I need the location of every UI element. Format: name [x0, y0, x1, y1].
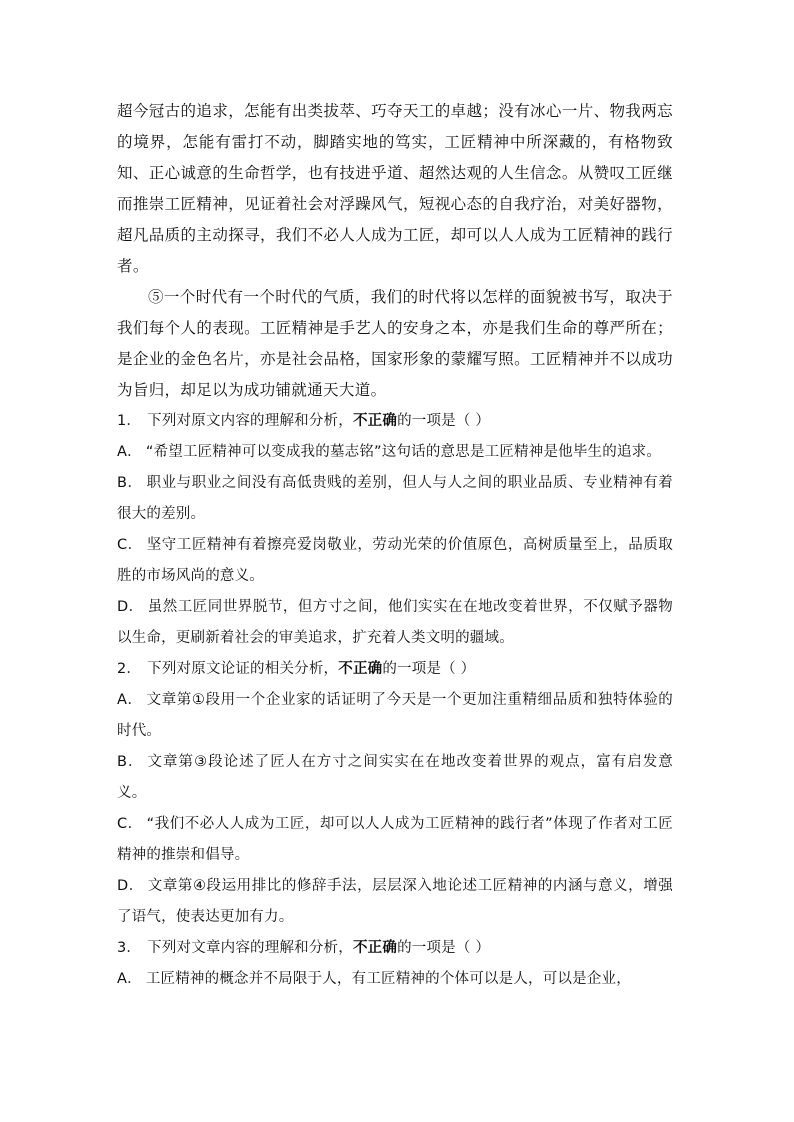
question-2-option-a: [117, 685, 673, 747]
question-2-option-c: [117, 809, 673, 871]
question-1-stem: [117, 406, 673, 437]
option-text: 文章第④段运用排比的修辞手法，层层深入地论述工匠精神的内涵与意义，增强了语气，使表达更加有力。: [117, 878, 673, 925]
option-text: 文章第③段论述了匠人在方寸之间实实在在地改变着世界的观点，富有启发意义。: [117, 754, 673, 801]
option-text: “希望工匠精神可以变成我的墓志铭”这句话的意思是工匠精神是他毕生的追求。: [145, 444, 662, 460]
option-letter: D．: [117, 599, 144, 615]
option-text: 文章第①段用一个企业家的话证明了今天是一个更加注重精细品质和独特体验的时代。: [117, 692, 673, 739]
question-3-option-a: [117, 964, 673, 995]
document-page: [117, 96, 673, 995]
question-text: 下列对文章内容的理解和分析，: [147, 940, 353, 956]
option-text: 坚守工匠精神有着擦亮爱岗敬业，劳动光荣的价值原色，高树质量至上，品质取胜的市场风尚的意义。: [117, 537, 673, 584]
question-1-option-d: [117, 592, 673, 654]
option-letter: A．: [117, 692, 143, 708]
question-1-option-c: [117, 530, 673, 592]
passage-paragraph-5: ⑤一个时代有一个时代的气质，我们的时代将以怎样的面貌被书写，取决于我们每个人的表现。工匠精神是手艺人的安身之本，亦是我们生命的尊严所在；是企业的金色名片，亦是社会品格，国家形象的蒙耀写照。工匠精神并不以成功为旨归，却足以为成功铺就通天大道。: [117, 288, 673, 399]
question-2-option-b: [117, 747, 673, 809]
option-text: 职业与职业之间没有高低贵贱的差别，但人与人之间的职业品质、专业精神有着很大的差别。: [117, 475, 673, 522]
question-emphasis: 不正确: [338, 661, 383, 677]
option-letter: B．: [117, 475, 143, 491]
option-letter: A．: [117, 971, 142, 987]
question-3-stem: [117, 933, 673, 964]
question-text-end: 的一项是（ ）: [397, 940, 491, 956]
question-number: 1．: [117, 413, 142, 429]
option-text: 工匠精神的概念并不局限于人，有工匠精神的个体可以是人，可以是企业，: [145, 971, 631, 987]
option-letter: B．: [117, 754, 144, 770]
question-text-end: 的一项是（ ）: [397, 413, 491, 429]
option-letter: C．: [117, 537, 143, 553]
question-emphasis: 不正确: [352, 413, 398, 429]
question-number: 2．: [117, 661, 142, 677]
question-number: 3．: [117, 940, 142, 956]
option-letter: D．: [117, 878, 144, 894]
question-2-option-d: [117, 871, 673, 933]
option-text: 虽然工匠同世界脱节，但方寸之间，他们实实在在地改变着世界，不仅赋予器物以生命，更刷新着社会的审美追求，扩充着人类文明的疆域。: [117, 599, 673, 646]
question-2-stem: [117, 654, 673, 685]
question-text-end: 的一项是（ ）: [382, 661, 476, 677]
option-letter: C．: [117, 816, 143, 832]
option-text: “我们不必人人成为工匠，却可以人人成为工匠精神的践行者”体现了作者对工匠精神的推崇和倡导。: [117, 816, 673, 863]
question-1-option-a: [117, 437, 673, 468]
question-text: 下列对原文论证的相关分析，: [147, 661, 339, 677]
question-emphasis: 不正确: [352, 940, 398, 956]
passage-paragraph-4-tail: 超今冠古的追求，怎能有出类拔萃、巧夺天工的卓越；没有冰心一片、物我两忘的境界，怎能有雷打不动，脚踏实地的笃实，工匠精神中所深藏的，有格物致知、正心诚意的生命哲学，也有技进乎道、超然达观的人生信念。从赞叹工匠继而推崇工匠精神，见证着社会对浮躁风气，短视心态的自我疗治，对美好器物，超凡品质的主动探寻，我们不必人人成为工匠，却可以人人成为工匠精神的践行者。: [117, 102, 673, 275]
question-text: 下列对原文内容的理解和分析，: [147, 413, 353, 429]
question-1-option-b: [117, 468, 673, 530]
option-letter: A．: [117, 444, 142, 460]
